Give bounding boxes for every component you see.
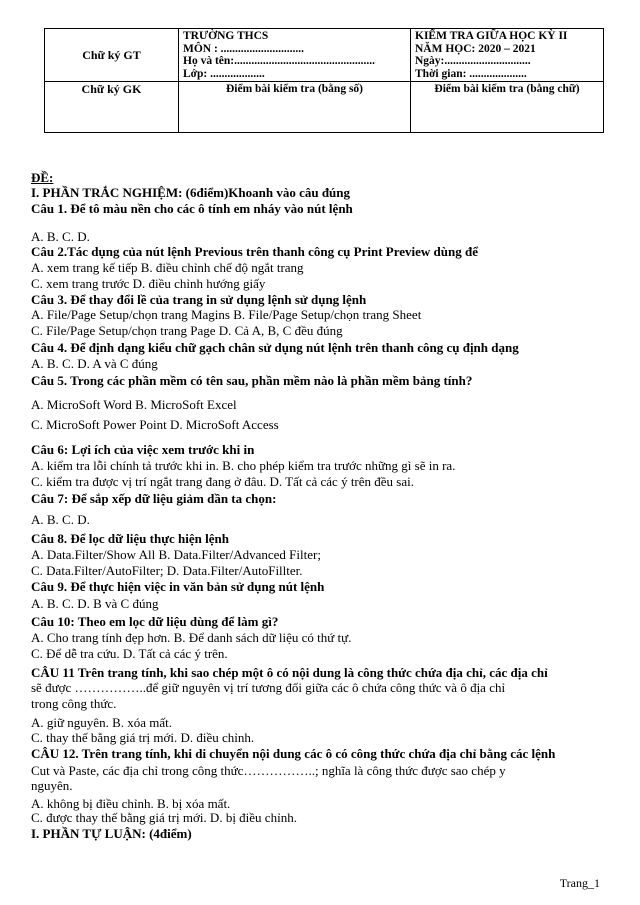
student-name: Họ và tên:................................................. <box>183 55 375 67</box>
exam-line: Câu 8. Để lọc dữ liệu thực hiện lệnh <box>31 531 229 546</box>
exam-line: C. được thay thế bằng giá trị mới. D. bị điều chỉnh. <box>31 810 297 825</box>
exam-line: Câu 2.Tác dụng của nút lệnh Previous trên thanh công cụ Print Preview dùng để <box>31 244 478 259</box>
exam-line: Câu 7: Để sắp xếp dữ liệu giảm dần ta chọn: <box>31 491 277 506</box>
exam-line: A. File/Page Setup/chọn trang Magins B. File/Page Setup/chọn trang Sheet <box>31 307 422 322</box>
exam-line: C. MicroSoft Power Point D. MicroSoft Access <box>31 417 279 432</box>
exam-line: C. Data.Filter/AutoFilter; D. Data.Filter/AutoFillter. <box>31 563 303 578</box>
exam-line: Câu 4. Để định dạng kiểu chữ gạch chân sử dụng nút lệnh trên thanh công cụ định dạng <box>31 340 519 355</box>
exam-line: A. Cho trang tính đẹp hơn. B. Để danh sách dữ liệu có thứ tự. <box>31 630 352 645</box>
header-table <box>44 28 604 133</box>
exam-line: Câu 9. Để thực hiện việc in văn bản sử dụng nút lệnh <box>31 579 325 594</box>
exam-line: C. File/Page Setup/chọn trang Page D. Cả A, B, C đều đúng <box>31 323 343 338</box>
exam-line: A. kiểm tra lỗi chính tả trước khi in. B. cho phép kiểm tra trước những gì sẽ in ra. <box>31 458 456 473</box>
exam-line: Câu 1. Để tô màu nền cho các ô tính em nháy vào nút lệnh <box>31 201 353 216</box>
exam-line: A. B. C. D. <box>31 229 90 244</box>
exam-time: Thời gian: .................... <box>415 67 527 80</box>
exam-line: A. Data.Filter/Show All B. Data.Filter/Advanced Filter; <box>31 547 321 562</box>
sig-gk: Chữ ký GK <box>45 82 179 133</box>
exam-line: A. không bị điều chỉnh. B. bị xóa mất. <box>31 796 231 811</box>
exam-line: ĐỀ: <box>31 170 54 185</box>
page-footer: Trang_1 <box>559 876 600 890</box>
subject: MÔN : ............................. <box>183 42 305 55</box>
exam-line: A. MicroSoft Word B. MicroSoft Excel <box>31 397 237 412</box>
school-year: NĂM HỌC: 2020 – 2021 <box>415 42 536 55</box>
exam-line: I. PHẦN TRẮC NGHIỆM: (6điểm)Khoanh vào câu đúng <box>31 185 351 200</box>
exam-line: A. B. C. D. A và C đúng <box>31 356 158 371</box>
exam-title: KIỂM TRA GIỮA HỌC KỲ II <box>415 30 568 42</box>
exam-line: C. thay thế bằng giá trị mới. D. điều chỉnh. <box>31 730 255 745</box>
exam-info <box>411 29 604 82</box>
score-number: Điểm bài kiểm tra (bằng số) <box>179 82 411 133</box>
exam-line: nguyên. <box>31 778 73 793</box>
student-class: Lớp: ................... <box>183 67 265 80</box>
exam-line: A. B. C. D. <box>31 512 90 527</box>
exam-line: C. Để dễ tra cứu. D. Tất cả các ý trên. <box>31 646 228 661</box>
exam-line: C. xem trang trước D. điều chỉnh hướng giấy <box>31 276 266 291</box>
school-info <box>179 29 411 82</box>
exam-line: Câu 6: Lợi ích của việc xem trước khi in <box>31 442 255 457</box>
exam-line: A. xem trang kế tiếp B. điều chỉnh chế độ ngắt trang <box>31 260 304 275</box>
exam-line: C. kiểm tra được vị trí ngắt trang đang ở đâu. D. Tất cả các ý trên đều sai. <box>31 474 414 489</box>
school: TRƯỜNG THCS <box>183 30 269 42</box>
exam-line: A. giữ nguyên. B. xóa mất. <box>31 715 173 730</box>
exam-date: Ngày:.............................. <box>415 55 531 67</box>
exam-line: Câu 5. Trong các phần mềm có tên sau, phần mềm nào là phần mềm bảng tính? <box>31 373 473 388</box>
exam-line: CÂU 11 Trên trang tính, khi sao chép một ô có nội dung là công thức chứa địa chỉ, các địa chỉ <box>31 665 548 680</box>
exam-line: trong công thức. <box>31 696 117 711</box>
exam-line: Cut và Paste, các địa chỉ trong công thức……………..; nghĩa là công thức được sao chép y <box>31 763 506 778</box>
score-words: Điểm bài kiểm tra (bằng chữ) <box>411 82 604 133</box>
exam-line: A. B. C. D. B và C đúng <box>31 596 159 611</box>
exam-line: I. PHẦN TỰ LUẬN: (4điểm) <box>31 826 192 841</box>
exam-line: Câu 3. Để thay đổi lề của trang in sử dụng lệnh sử dụng lệnh <box>31 292 367 307</box>
exam-line: sẽ được ……………..để giữ nguyên vị trí tương đối giữa các ô chứa công thức và ô địa chỉ <box>31 680 506 695</box>
exam-line: CÂU 12. Trên trang tính, khi di chuyển nội dung các ô có công thức chứa địa chỉ bằng các lệnh <box>31 746 556 761</box>
sig-gt: Chữ ký GT <box>45 29 179 82</box>
exam-line: Câu 10: Theo em lọc dữ liệu dùng để làm gì? <box>31 614 279 629</box>
